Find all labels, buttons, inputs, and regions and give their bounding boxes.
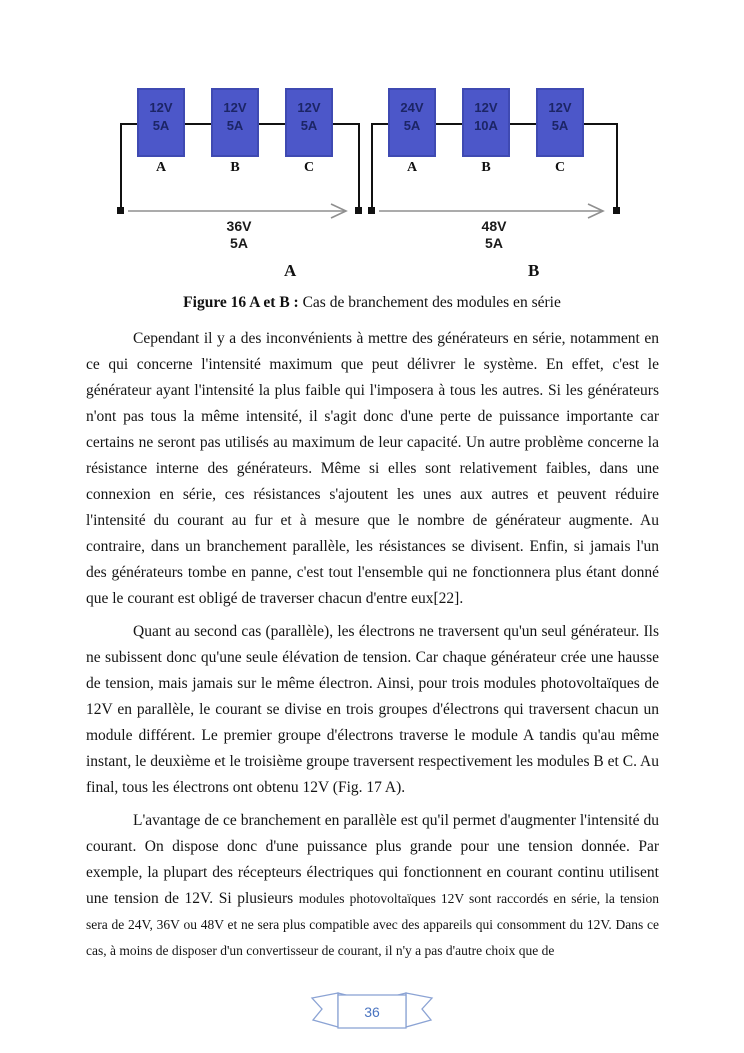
module-voltage: 24V bbox=[400, 100, 424, 115]
voltage-arrow bbox=[379, 203, 611, 219]
module-current: 5A bbox=[226, 118, 244, 133]
body-paragraph-2: Quant au second cas (parallèle), les électrons ne traversent qu'un seul générateur. Ils ne subissent donc qu'une seule élévation de tension. Car chaque générateur crée une hausse de tension, mais jamais sur le même électron. Ainsi, pour trois modules photovoltaïques de 12V en parallèle, le courant se divise en trois groupes d'électrons qui traversent chacun un module différent. Le premier groupe d'électrons traverse le module A tandis qu'au même instant, le deuxième et le troisième groupe traversent respectivement les modules B et C. Au final, tous les électrons ont obtenu 12V (Fig. 17 A). bbox=[86, 623, 659, 796]
pv-module-box bbox=[536, 88, 584, 157]
module-label: C bbox=[303, 160, 315, 175]
module-voltage: 12V bbox=[149, 100, 173, 115]
ribbon-icon bbox=[302, 987, 442, 1033]
pv-module-box bbox=[462, 88, 510, 157]
bus-voltage-label: 36V bbox=[226, 218, 252, 234]
module-current: 5A bbox=[300, 118, 318, 133]
circuit-a-node-right bbox=[355, 207, 362, 214]
circuit-group-label-b: B bbox=[528, 261, 540, 280]
body-text-block bbox=[86, 326, 659, 971]
bus-current-label: 5A bbox=[230, 235, 248, 251]
circuit-a-wire-right bbox=[358, 123, 360, 211]
circuit-a-wire-left bbox=[120, 123, 122, 211]
pv-module-box bbox=[388, 88, 436, 157]
module-voltage: 12V bbox=[297, 100, 321, 115]
circuit-b-node-left bbox=[368, 207, 375, 214]
module-label: A bbox=[406, 160, 418, 175]
figure-caption-text: Cas de branchement des modules en série bbox=[298, 294, 561, 311]
circuit-a-node-left bbox=[117, 207, 124, 214]
module-current: 5A bbox=[152, 118, 170, 133]
module-voltage: 12V bbox=[474, 100, 498, 115]
circuit-b-wire-right bbox=[616, 123, 618, 211]
body-paragraph-3-normal: L'avantage de ce branchement en parallèle est qu'il permet d'augmenter l'intensité du courant. On dispose donc d'une puissance plus grande pour une tension donnée. Par exemple, la plupart des récepteurs électriques qui fonctionnent en courant continu utilisent une tension de 12V. Si plusieurs bbox=[86, 812, 659, 907]
module-current: 10A bbox=[474, 118, 498, 133]
body-paragraph-1: Cependant il y a des inconvénients à mettre des générateurs en série, notamment en ce qui concerne l'intensité maximum que peut délivrer le système. En effet, c'est le générateur ayant l'intensité la plus faible qui l'imposera à tous les autres. Si les générateurs n'ont pas tous la même intensité, il s'agit donc d'une perte de puissance importante car certains ne seront pas utilisés au maximum de leur capacité. Un autre problème concerne la résistance interne des générateurs. Même si elles sont relativement faibles, dans une connexion en série, ces résistances s'ajoutent les unes aux autres et peuvent réduire l'intensité du courant au fur et à mesure que le nombre de générateur augmente. Au contraire, dans un branchement parallèle, les résistances se divisent. Enfin, si jamais l'un des générateurs tombe en panne, c'est tout l'ensemble qui ne fonctionnera plus étant donné que le courant est obligé de traverser chacun d'entre eux[22]. bbox=[86, 330, 659, 607]
body-paragraph-3-small: modules photovoltaïques 12V sont raccordés en série, la tension sera de 24V, 36V ou 48V et ne sera plus compatible avec des appareils qui consomment du 12V. Dans ce cas, à moins de disposer d'un convertisseur de courant, il n'y a pas d'autre choix que de bbox=[86, 891, 659, 958]
module-current: 5A bbox=[551, 118, 569, 133]
bus-voltage-label: 48V bbox=[481, 218, 507, 234]
voltage-arrow bbox=[128, 203, 354, 219]
module-label: A bbox=[155, 160, 167, 175]
module-label: C bbox=[554, 160, 566, 175]
pv-module-box bbox=[211, 88, 259, 157]
module-label: B bbox=[481, 160, 491, 175]
figure-16-diagram bbox=[0, 0, 744, 290]
figure-caption-number: Figure 16 A et B : bbox=[183, 294, 299, 311]
pv-module-box bbox=[137, 88, 185, 157]
module-current: 5A bbox=[403, 118, 421, 133]
page-number: 36 bbox=[364, 1004, 380, 1020]
module-voltage: 12V bbox=[548, 100, 572, 115]
circuit-group-label-a: A bbox=[284, 261, 297, 280]
bus-current-label: 5A bbox=[485, 235, 503, 251]
page-number-banner bbox=[302, 987, 442, 1033]
circuit-b-node-right bbox=[613, 207, 620, 214]
body-paragraph-3 bbox=[86, 808, 659, 964]
module-label: B bbox=[230, 160, 240, 175]
pv-module-box bbox=[285, 88, 333, 157]
figure-caption bbox=[0, 294, 744, 312]
circuit-b-wire-left bbox=[371, 123, 373, 211]
module-voltage: 12V bbox=[223, 100, 247, 115]
